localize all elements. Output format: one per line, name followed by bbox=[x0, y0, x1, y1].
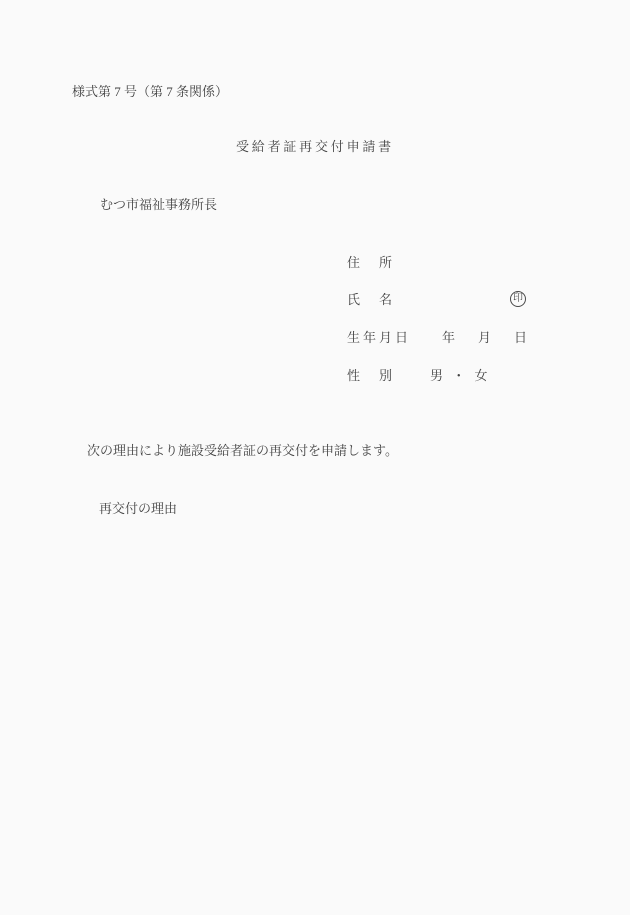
addressee-line: むつ市福祉事務所長 bbox=[100, 197, 218, 212]
reissue-reason-label: 再交付の理由 bbox=[99, 501, 178, 516]
gender-options: 男 ・ 女 bbox=[430, 368, 491, 383]
form-number: 様式第 7 号（第 7 条関係） bbox=[72, 84, 229, 99]
address-field-label: 住 所 bbox=[347, 255, 396, 270]
birthdate-field-label: 生年月日 bbox=[347, 330, 412, 345]
seal-mark-icon bbox=[510, 291, 526, 307]
birthdate-units: 年 月 日 bbox=[442, 330, 533, 345]
gender-field-label: 性 別 bbox=[347, 368, 396, 383]
seal-mark-character: 印 bbox=[513, 293, 523, 304]
document-title: 受給者証再交付申請書 bbox=[235, 139, 394, 154]
name-field-label: 氏 名 bbox=[347, 292, 396, 307]
application-statement: 次の理由により施設受給者証の再交付を申請します。 bbox=[87, 443, 398, 458]
